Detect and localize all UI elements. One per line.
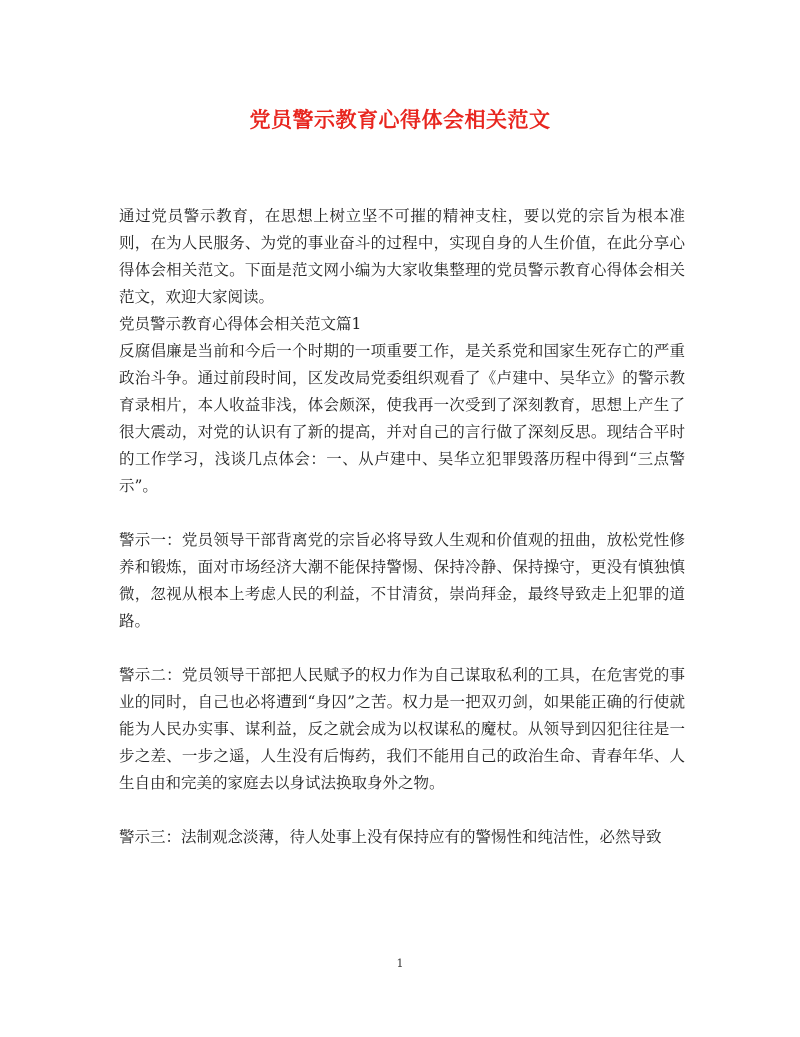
document-body — [119, 203, 685, 851]
paragraph-spacer — [119, 500, 685, 527]
warning-paragraph-3: 警示三：法制观念淡薄，待人处事上没有保持应有的警惕性和纯洁性，必然导致 — [119, 828, 662, 846]
paragraph-spacer — [119, 635, 685, 662]
warning-paragraph-2: 警示二：党员领导干部把人民赋予的权力作为自己谋取私利的工具，在危害党的事业的同时，自己也必将遭到“身囚”之苦。权力是一把双刃剑，如果能正确的行使就能为人民办实事、谋利益，反之就会成为以权谋私的魔杖。从领导到囚犯往往是一步之差、一步之遥，人生没有后悔药，我们不能用自己的政治生命、青春年华、人生自由和完美的家庭去以身试法换取身外之物。 — [119, 666, 685, 792]
page-number: 1 — [396, 957, 404, 970]
paragraph-spacer — [119, 797, 685, 824]
section-heading: 党员警示教育心得体会相关范文篇1 — [119, 315, 362, 333]
body-paragraph-1: 反腐倡廉是当前和今后一个时期的一项重要工作，是关系党和国家生死存亡的严重政治斗争。通过前段时间，区发改局党委组织观看了《卢建中、吴华立》的警示教育录相片，本人收益非浅，体会颇深，使我再一次受到了深刻教育，思想上产生了很大震动，对党的认识有了新的提高，并对自己的言行做了深刻反思。现结合平时的工作学习，浅谈几点体会：一、从卢建中、吴华立犯罪毁落历程中得到“三点警示”。 — [119, 342, 685, 495]
document-title: 党员警示教育心得体会相关范文 — [249, 107, 551, 132]
intro-paragraph: 通过党员警示教育，在思想上树立坚不可摧的精神支柱，要以党的宗旨为根本准则，在为人民服务、为党的事业奋斗的过程中，实现自身的人生价值，在此分享心得体会相关范文。下面是范文网小编为大家收集整理的党员警示教育心得体会相关范文，欢迎大家阅读。 — [119, 207, 685, 306]
warning-paragraph-1: 警示一：党员领导干部背离党的宗旨必将导致人生观和价值观的扭曲，放松党性修养和锻炼，面对市场经济大潮不能保持警惕、保持冷静、保持操守，更没有慎独慎微，忽视从根本上考虑人民的利益，不甘清贫，崇尚拜金，最终导致走上犯罪的道路。 — [119, 531, 685, 630]
